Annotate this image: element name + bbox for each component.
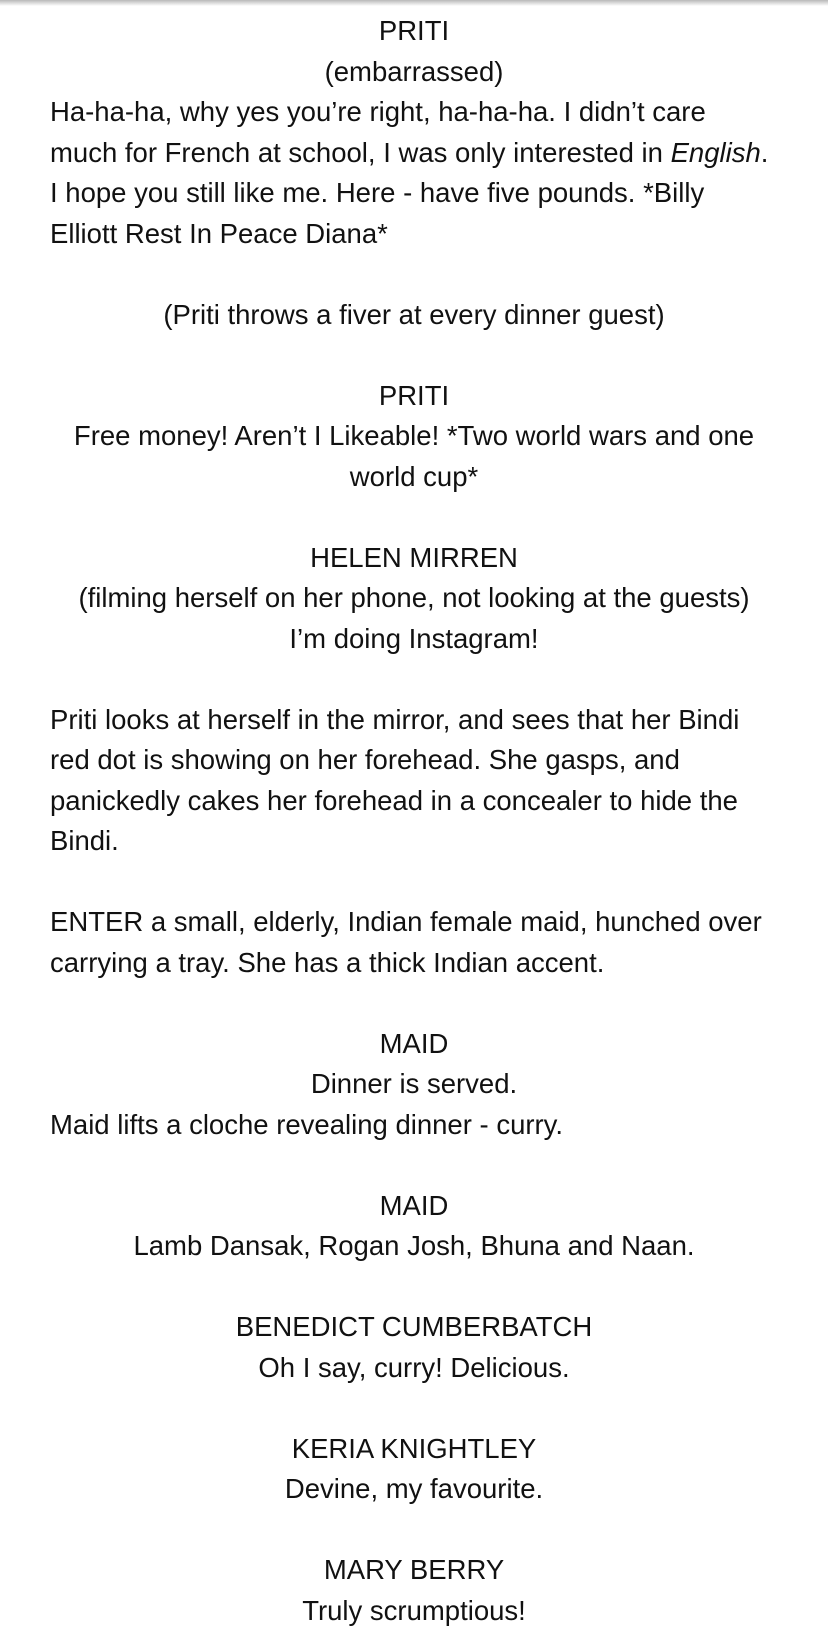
dialogue-paragraph	[50, 92, 778, 254]
character-name: MARY BERRY	[323, 1554, 505, 1585]
action-paragraph: Priti looks at herself in the mirror, and sees that her Bindi red dot is showing on her forehead. She gasps, and panickedly cakes her forehead in a concealer to hide the Bindi.	[50, 703, 740, 856]
character-name: BENEDICT CUMBERBATCH	[235, 1311, 593, 1342]
parenthetical: (filming herself on her phone, not looking at the guests)	[78, 582, 750, 613]
dialogue-paragraph: Free money! Aren’t I Likeable! *Two world wars and one world cup*	[73, 420, 755, 492]
dialogue-text: Ha-ha-ha, why yes you’re right, ha-ha-ha. I didn’t care much for French at school, I was only interested in	[50, 96, 706, 168]
dialogue-paragraph: I’m doing Instagram!	[289, 622, 539, 654]
dialogue-paragraph: Oh I say, curry! Delicious.	[258, 1351, 570, 1383]
action-paragraph: Maid lifts a cloche revealing dinner - curry.	[50, 1108, 564, 1140]
character-name: MAID	[379, 1189, 449, 1221]
action-paragraph: ENTER a small, elderly, Indian female maid, hunched over carrying a tray. She has a thick Indian accent.	[50, 906, 762, 978]
dialogue-paragraph: Lamb Dansak, Rogan Josh, Bhuna and Naan.	[133, 1230, 695, 1261]
top-edge-shadow	[0, 0, 828, 6]
parenthetical: (embarrassed)	[324, 55, 504, 87]
dialogue-paragraph: Truly scrumptious!	[302, 1594, 526, 1626]
script-page	[50, 11, 778, 1631]
dialogue-text: . I hope you still like me. Here - have five pounds. *Billy Elliott Rest In Peace Diana*	[50, 136, 769, 249]
character-name: PRITI	[378, 379, 450, 411]
character-name: HELEN MIRREN	[310, 541, 518, 573]
dialogue-paragraph: Devine, my favourite.	[284, 1473, 544, 1504]
character-name: MAID	[379, 1027, 449, 1059]
stage-direction: (Priti throws a fiver at every dinner guest)	[163, 298, 665, 330]
character-name: KERIA KNIGHTLEY	[291, 1432, 537, 1464]
dialogue-italic-word: English	[670, 136, 761, 168]
character-name: PRITI	[378, 15, 450, 46]
dialogue-paragraph: Dinner is served.	[310, 1068, 518, 1099]
